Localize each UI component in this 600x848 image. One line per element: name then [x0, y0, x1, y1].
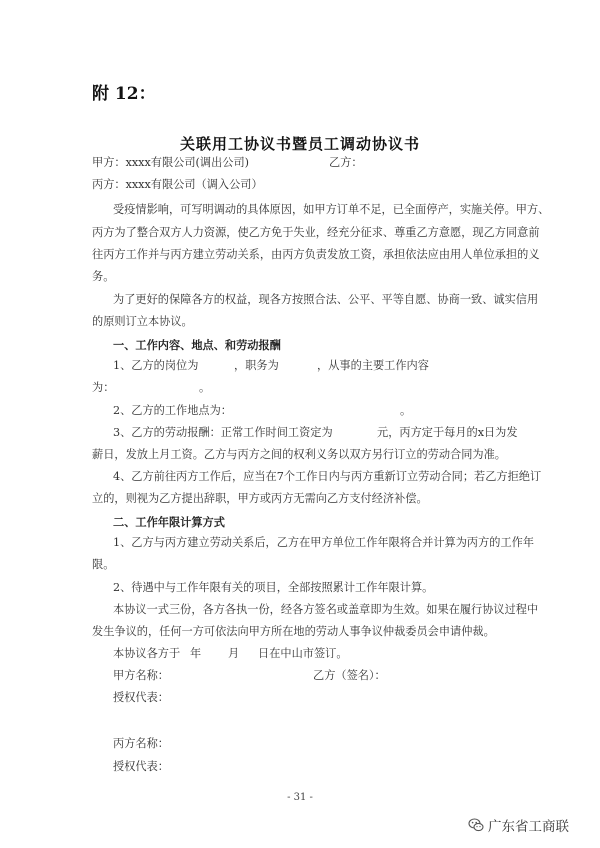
signing-date-day: 日在中山市签订。 — [258, 647, 348, 660]
clause-text: 元，丙方定于每月的x日为发 — [377, 426, 518, 439]
section-heading: 一、工作内容、地点、和劳动报酬 — [113, 338, 281, 352]
intro-line: 为了更好的保障各方的权益，现各方按照合法、公平、平等自愿、协商一致、诚实信用 — [113, 293, 539, 306]
party-jia: 甲方：xxxx有限公司(调出公司) — [92, 156, 250, 169]
signing-date-month: 月 — [228, 647, 240, 660]
page-number: - 31 - — [287, 792, 313, 803]
clause-text: ，职务为 — [234, 359, 279, 372]
clause-text: 为： — [92, 381, 115, 394]
section-heading: 二、工作年限计算方式 — [113, 515, 225, 529]
document-title: 关联用工协议书暨员工调动协议书 — [179, 135, 420, 153]
clause-text: 。 — [400, 404, 412, 417]
wechat-icon — [468, 817, 484, 833]
clause-text: 1、乙方的岗位为 — [113, 359, 199, 372]
attachment-label: 附 12： — [92, 84, 156, 104]
party-bing: 丙方：xxxx有限公司（调入公司） — [92, 178, 263, 191]
sign-bing-auth: 授权代表： — [113, 760, 169, 773]
clause-text: 1、乙方与丙方建立劳动关系后，乙方在甲方单位工作年限将合并计算为丙方的工作年 — [113, 536, 535, 549]
signing-date-year: 年 — [190, 647, 202, 660]
sign-jia-name: 甲方名称： — [113, 669, 169, 682]
sign-yi: 乙方（签名）： — [313, 669, 386, 682]
sign-jia-auth: 授权代表： — [113, 691, 169, 704]
sign-bing-name: 丙方名称： — [113, 737, 169, 750]
intro-line: 丙方为了整合双方人力资源，使乙方免于失业，经充分征求、尊重乙方意愿，现乙方同意前 — [92, 226, 540, 239]
clause-text: 2、待遇中与工作年限有关的项目，全部按照累计工作年限计算。 — [113, 581, 434, 594]
intro-line: 受疫情影响，可写明调动的具体原因，如甲方订单不足，已全面停产，实施关停。甲方、 — [113, 203, 550, 216]
clause-text: 立的，则视为乙方提出辞职，甲方或丙方无需向乙方支付经济补偿。 — [92, 492, 428, 505]
watermark-brand: 广东省工商联 — [488, 819, 569, 835]
clause-text: 3、乙方的劳动报酬：正常工作时间工资定为 — [113, 426, 333, 439]
clause-text: 限。 — [92, 558, 115, 571]
signing-date: 本协议各方于 — [113, 647, 181, 660]
closing-text: 本协议一式三份，各方各执一份，经各方签名或盖章即为生效。如果在履行协议过程中 — [113, 603, 539, 616]
clause-text: 2、乙方的工作地点为： — [113, 404, 232, 417]
intro-line: 往丙方工作并与丙方建立劳动关系，由丙方负责发放工资，承担依法应由用人单位承担的义 — [92, 248, 540, 261]
closing-text: 发生争议的，任何一方可依法向甲方所在地的劳动人事争议仲裁委员会申请仲裁。 — [92, 625, 495, 638]
clause-text: 薪日，发放上月工资。乙方与丙方之间的权利义务以双方另行订立的劳动合同为准。 — [92, 448, 506, 461]
intro-line: 务。 — [92, 270, 115, 283]
party-yi: 乙方： — [329, 156, 363, 169]
clause-text: ，从事的主要工作内容 — [317, 359, 429, 372]
clause-text: 。 — [199, 381, 211, 394]
clause-text: 4、乙方前往丙方工作后，应当在7个工作日内与丙方重新订立劳动合同；若乙方拒绝订 — [113, 470, 542, 483]
watermark — [468, 815, 569, 835]
intro-line: 的原则订立本协议。 — [92, 315, 193, 328]
